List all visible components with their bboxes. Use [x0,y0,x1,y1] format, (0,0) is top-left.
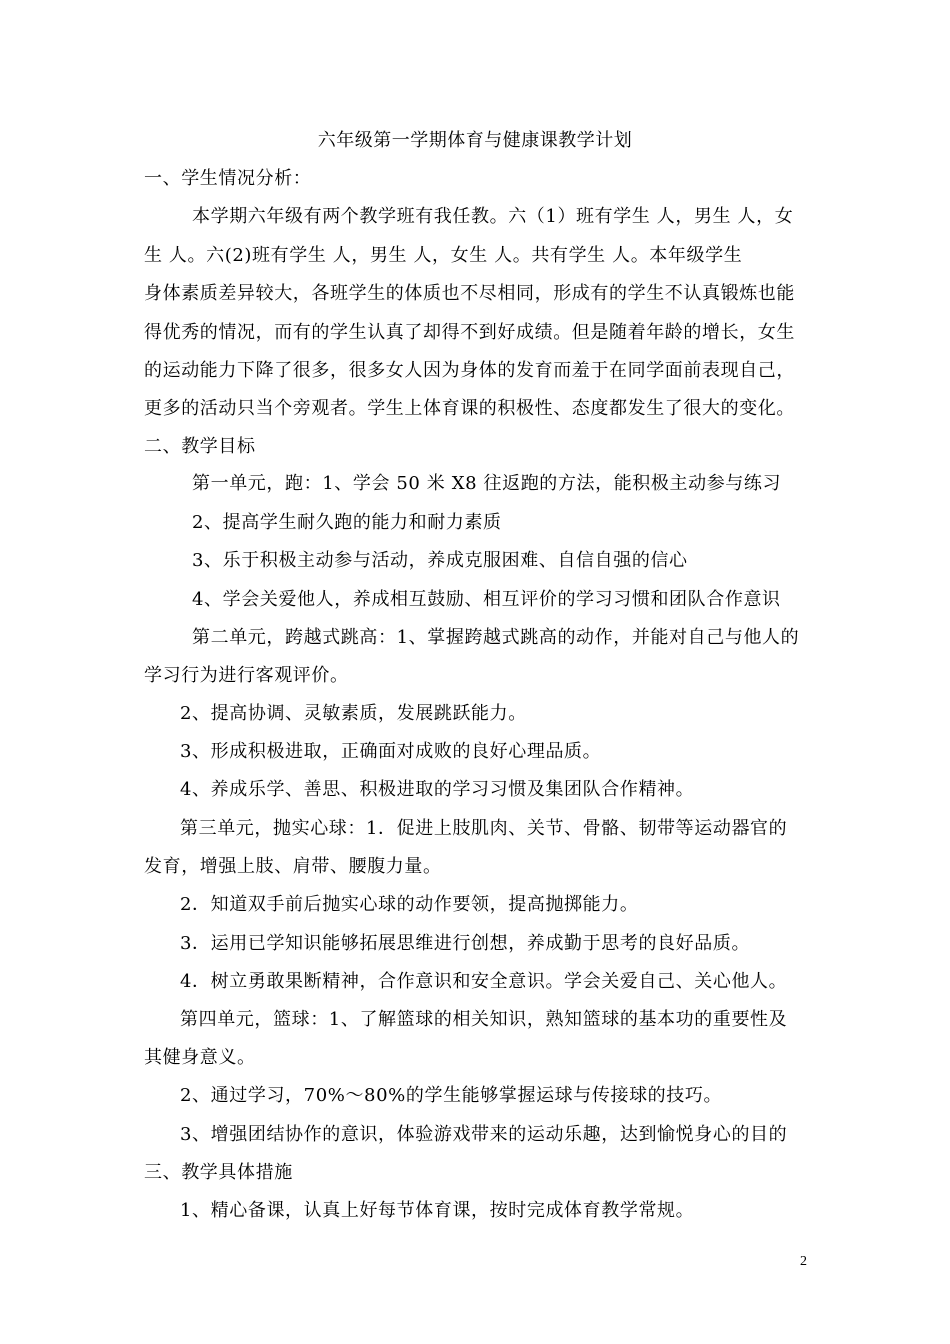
section-heading: 三、教学具体措施 [144,1162,293,1183]
document-title: 六年级第一学期体育与健康课教学计划 [317,130,633,151]
paragraph-line: 3、乐于积极主动参与活动，养成克服困难、自信自强的信心 [192,550,688,571]
paragraph-line: 发育，增强上肢、肩带、腰腹力量。 [144,856,442,877]
paragraph-line: 的运动能力下降了很多，很多女人因为身体的发育而羞于在同学面前表现自己， [144,360,795,381]
paragraph-line: 4、养成乐学、善思、积极进取的学习习惯及集团队合作精神。 [180,779,695,800]
paragraph-line: 更多的活动只当个旁观者。学生上体育课的积极性、态度都发生了很大的变化。 [144,398,795,419]
paragraph-line: 3、增强团结协作的意识，体验游戏带来的运动乐趣，达到愉悦身心的目的 [180,1124,788,1145]
section-heading: 二、教学目标 [144,436,256,457]
paragraph-line: 2．知道双手前后抛实心球的动作要领，提高抛掷能力。 [180,894,639,915]
paragraph-line: 学习行为进行客观评价。 [144,665,349,686]
section-heading: 一、学生情况分析： [144,168,312,189]
paragraph-line: 4．树立勇敢果断精神，合作意识和安全意识。学会关爱自己、关心他人。 [180,971,788,992]
paragraph-line: 本学期六年级有两个教学班有我任教。六（1）班有学生 人，男生 人，女 [192,206,794,227]
paragraph-line: 其健身意义。 [144,1047,256,1068]
paragraph-line: 第四单元，篮球：1、了解篮球的相关知识，熟知篮球的基本功的重要性及 [180,1009,788,1030]
paragraph-line: 得优秀的情况，而有的学生认真了却得不到好成绩。但是随着年龄的增长，女生 [144,322,795,343]
paragraph-line: 4、学会关爱他人，养成相互鼓励、相互评价的学习习惯和团队合作意识 [192,589,781,610]
paragraph-line: 2、通过学习，70%～80%的学生能够掌握运球与传接球的技巧。 [180,1085,723,1106]
paragraph-line: 第三单元，抛实心球：1．促进上肢肌肉、关节、骨骼、韧带等运动器官的 [180,818,788,839]
paragraph-line: 生 人。六(2)班有学生 人，男生 人，女生 人。共有学生 人。本年级学生 [144,245,743,266]
page-number: 2 [800,1254,807,1269]
paragraph-line: 3．运用已学知识能够拓展思维进行创想，养成勤于思考的良好品质。 [180,933,751,954]
paragraph-line: 第一单元，跑：1、学会 50 米 X8 往返跑的方法，能积极主动参与练习 [192,473,782,494]
paragraph-line: 2、提高学生耐久跑的能力和耐力素质 [192,512,502,533]
paragraph-line: 2、提高协调、灵敏素质，发展跳跃能力。 [180,703,527,724]
paragraph-line: 第二单元，跨越式跳高：1、掌握跨越式跳高的动作，并能对自己与他人的 [192,627,800,648]
paragraph-line: 身体素质差异较大，各班学生的体质也不尽相同，形成有的学生不认真锻炼也能 [144,283,795,304]
paragraph-line: 1、精心备课，认真上好每节体育课，按时完成体育教学常规。 [180,1200,695,1221]
paragraph-line: 3、形成积极进取，正确面对成败的良好心理品质。 [180,741,602,762]
